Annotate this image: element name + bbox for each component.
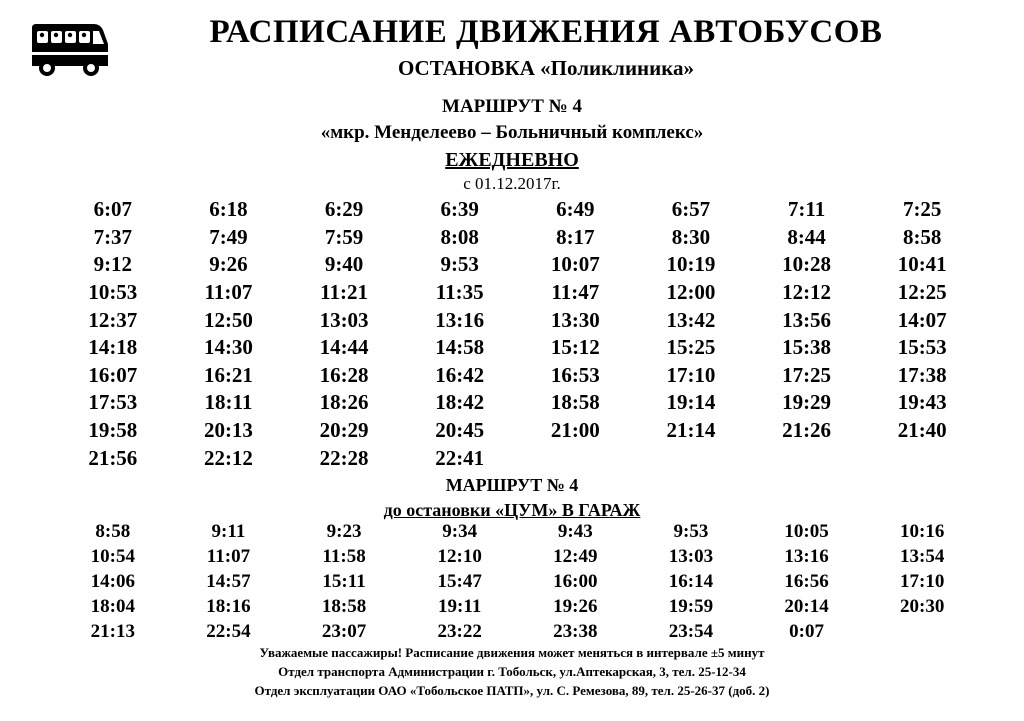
departure-time: 22:28	[319, 445, 369, 470]
departure-time: 16:28	[319, 362, 369, 387]
departure-time: 11:58	[322, 545, 366, 567]
departure-time: 7:49	[209, 224, 248, 249]
page-title: РАСПИСАНИЕ ДВИЖЕНИЯ АВТОБУСОВ	[209, 14, 883, 50]
departure-time: 9:12	[93, 252, 133, 277]
departure-time: 11:21	[320, 280, 368, 305]
departure-time: 10:07	[550, 252, 600, 277]
departure-time: 11:07	[204, 280, 253, 305]
departure-time: 16:53	[550, 362, 600, 387]
departure-time: 21:00	[550, 418, 600, 443]
departure-time: 20:30	[900, 595, 945, 617]
departure-time: 14:07	[897, 307, 947, 332]
departure-time: 6:49	[556, 197, 595, 222]
departure-time: 21:56	[88, 445, 138, 470]
timetable-row	[55, 444, 980, 472]
departure-time: 17:53	[88, 390, 138, 415]
departure-time: 12:25	[897, 280, 947, 305]
route-2-timetable	[55, 519, 980, 644]
departure-time: 17:38	[897, 362, 947, 387]
timetable-row	[55, 251, 980, 279]
timetable-row	[55, 306, 980, 334]
departure-time: 13:42	[666, 307, 716, 332]
departure-time: 9:11	[211, 520, 246, 542]
departure-time: 19:11	[438, 595, 482, 617]
timetable-row	[55, 362, 980, 390]
departure-time: 22:12	[203, 445, 253, 470]
departure-time: 10:16	[900, 520, 945, 542]
timetable-row	[55, 417, 980, 445]
route-1-frequency: ЕЖЕДНЕВНО	[445, 149, 579, 171]
departure-time: 19:58	[88, 418, 138, 443]
departure-time: 9:34	[442, 520, 478, 542]
departure-time: 13:54	[900, 545, 945, 567]
departure-time: 10:41	[897, 252, 947, 277]
departure-time: 19:26	[553, 595, 598, 617]
departure-time: 10:28	[782, 252, 832, 277]
timetable-row	[55, 279, 980, 307]
departure-time: 19:29	[782, 390, 832, 415]
departure-time: 17:10	[900, 570, 945, 592]
departure-time: 13:30	[550, 307, 600, 332]
route-2-direction: до остановки «ЦУМ» В ГАРАЖ	[383, 500, 641, 520]
departure-time: 8:30	[671, 224, 711, 249]
departure-time: 11:47	[551, 280, 600, 305]
departure-time: 13:03	[668, 545, 714, 567]
departure-time: 13:03	[319, 307, 369, 332]
departure-time: 23:38	[553, 620, 598, 642]
departure-time: 16:14	[668, 570, 714, 592]
departure-time: 8:17	[556, 224, 595, 249]
departure-time: 11:35	[435, 280, 484, 305]
departure-time: 23:54	[668, 620, 714, 642]
stop-name: ОСТАНОВКА «Поликлиника»	[397, 56, 695, 80]
timetable-row	[55, 224, 980, 252]
departure-time: 8:44	[787, 224, 826, 249]
route-1-direction: «мкр. Менделеево – Больничный комплекс»	[320, 122, 704, 143]
departure-time: 15:38	[782, 335, 832, 360]
departure-time: 14:58	[435, 335, 485, 360]
departure-time: 7:25	[902, 197, 942, 222]
departure-time: 10:54	[90, 545, 135, 567]
departure-time: 23:07	[321, 620, 367, 642]
departure-time: 20:14	[784, 595, 829, 617]
departure-time: 20:13	[203, 418, 253, 443]
departure-time: 11:07	[206, 545, 251, 567]
departure-time: 18:58	[550, 390, 600, 415]
footer-transport-dept: Отдел транспорта Администрации г. Тобольск, ул.Аптекарская, 3, тел. 25-12-34	[278, 664, 746, 679]
departure-time: 12:50	[203, 307, 253, 332]
route-1-valid-from: с 01.12.2017г.	[463, 174, 561, 193]
departure-time: 9:40	[324, 252, 364, 277]
departure-time: 16:21	[203, 362, 253, 387]
departure-time: 19:59	[668, 595, 714, 617]
departure-time: 15:11	[322, 570, 366, 592]
departure-time: 6:57	[671, 197, 711, 222]
departure-time: 14:44	[319, 335, 369, 360]
departure-time: 12:49	[553, 545, 598, 567]
timetable-row	[55, 544, 980, 569]
departure-time: 14:57	[206, 570, 251, 592]
departure-time: 10:05	[784, 520, 829, 542]
departure-time: 7:59	[324, 224, 364, 249]
route-1-label: МАРШРУТ № 4	[442, 96, 582, 117]
departure-time: 14:30	[203, 335, 253, 360]
departure-time: 18:11	[204, 390, 253, 415]
departure-time: 13:16	[784, 545, 829, 567]
departure-time: 16:00	[553, 570, 598, 592]
departure-time: 10:53	[88, 280, 138, 305]
departure-time: 22:41	[435, 445, 485, 470]
timetable-row	[55, 196, 980, 224]
departure-time: 10:19	[666, 252, 716, 277]
departure-time: 16:07	[88, 362, 138, 387]
departure-time: 14:18	[88, 335, 138, 360]
departure-time: 12:37	[88, 307, 138, 332]
departure-time: 15:53	[897, 335, 947, 360]
departure-time: 20:29	[319, 418, 369, 443]
departure-time: 21:14	[666, 418, 716, 443]
departure-time: 6:29	[324, 197, 364, 222]
departure-time: 8:08	[440, 224, 479, 249]
departure-time: 18:16	[206, 595, 251, 617]
departure-time: 13:16	[435, 307, 485, 332]
timetable-row	[55, 619, 980, 644]
departure-time: 15:25	[666, 335, 716, 360]
departure-time: 9:43	[557, 520, 593, 542]
timetable-row	[55, 389, 980, 417]
departure-time: 6:18	[209, 197, 248, 222]
timetable-row	[55, 594, 980, 619]
departure-time: 7:11	[787, 197, 826, 222]
timetable-row	[55, 569, 980, 594]
departure-time: 12:10	[437, 545, 482, 567]
departure-time: 21:40	[897, 418, 947, 443]
departure-time: 8:58	[95, 520, 131, 542]
timetable-row	[55, 334, 980, 362]
departure-time: 18:58	[321, 595, 367, 617]
departure-time: 12:12	[782, 280, 832, 305]
departure-time: 6:39	[440, 197, 479, 222]
departure-time: 9:53	[673, 520, 709, 542]
departure-time: 19:14	[666, 390, 716, 415]
departure-time: 20:45	[435, 418, 485, 443]
departure-time: 22:54	[206, 620, 251, 642]
departure-time: 18:26	[319, 390, 369, 415]
departure-time: 23:22	[437, 620, 482, 642]
route-1-timetable	[55, 196, 980, 472]
departure-time: 8:58	[902, 224, 942, 249]
departure-time: 16:56	[784, 570, 829, 592]
departure-time: 17:10	[666, 362, 716, 387]
departure-time: 9:26	[209, 252, 248, 277]
departure-time: 21:13	[90, 620, 135, 642]
departure-time: 14:06	[90, 570, 135, 592]
footer-operations-dept: Отдел эксплуатации ОАО «Тобольское ПАТП», ул. С. Ремезова, 89, тел. 25-26-37 (доб. 2)	[254, 683, 770, 698]
departure-time: 18:42	[435, 390, 485, 415]
departure-time: 17:25	[782, 362, 832, 387]
route-2-label: МАРШРУТ № 4	[445, 475, 579, 495]
departure-time: 13:56	[782, 307, 832, 332]
departure-time: 9:23	[326, 520, 362, 542]
departure-time: 9:53	[440, 252, 479, 277]
departure-time: 18:04	[90, 595, 135, 617]
footer-notice: Уважаемые пассажиры! Расписание движения может меняться в интервале ±5 минут	[259, 645, 765, 660]
departure-time: 15:47	[437, 570, 482, 592]
departure-time: 6:07	[93, 197, 133, 222]
departure-time: 7:37	[93, 224, 133, 249]
departure-time: 16:42	[435, 362, 485, 387]
timetable-row	[55, 519, 980, 544]
departure-time: 12:00	[666, 280, 716, 305]
departure-time: 21:26	[782, 418, 832, 443]
departure-time: 19:43	[897, 390, 947, 415]
departure-time: 15:12	[550, 335, 600, 360]
departure-time: 0:07	[789, 620, 824, 642]
